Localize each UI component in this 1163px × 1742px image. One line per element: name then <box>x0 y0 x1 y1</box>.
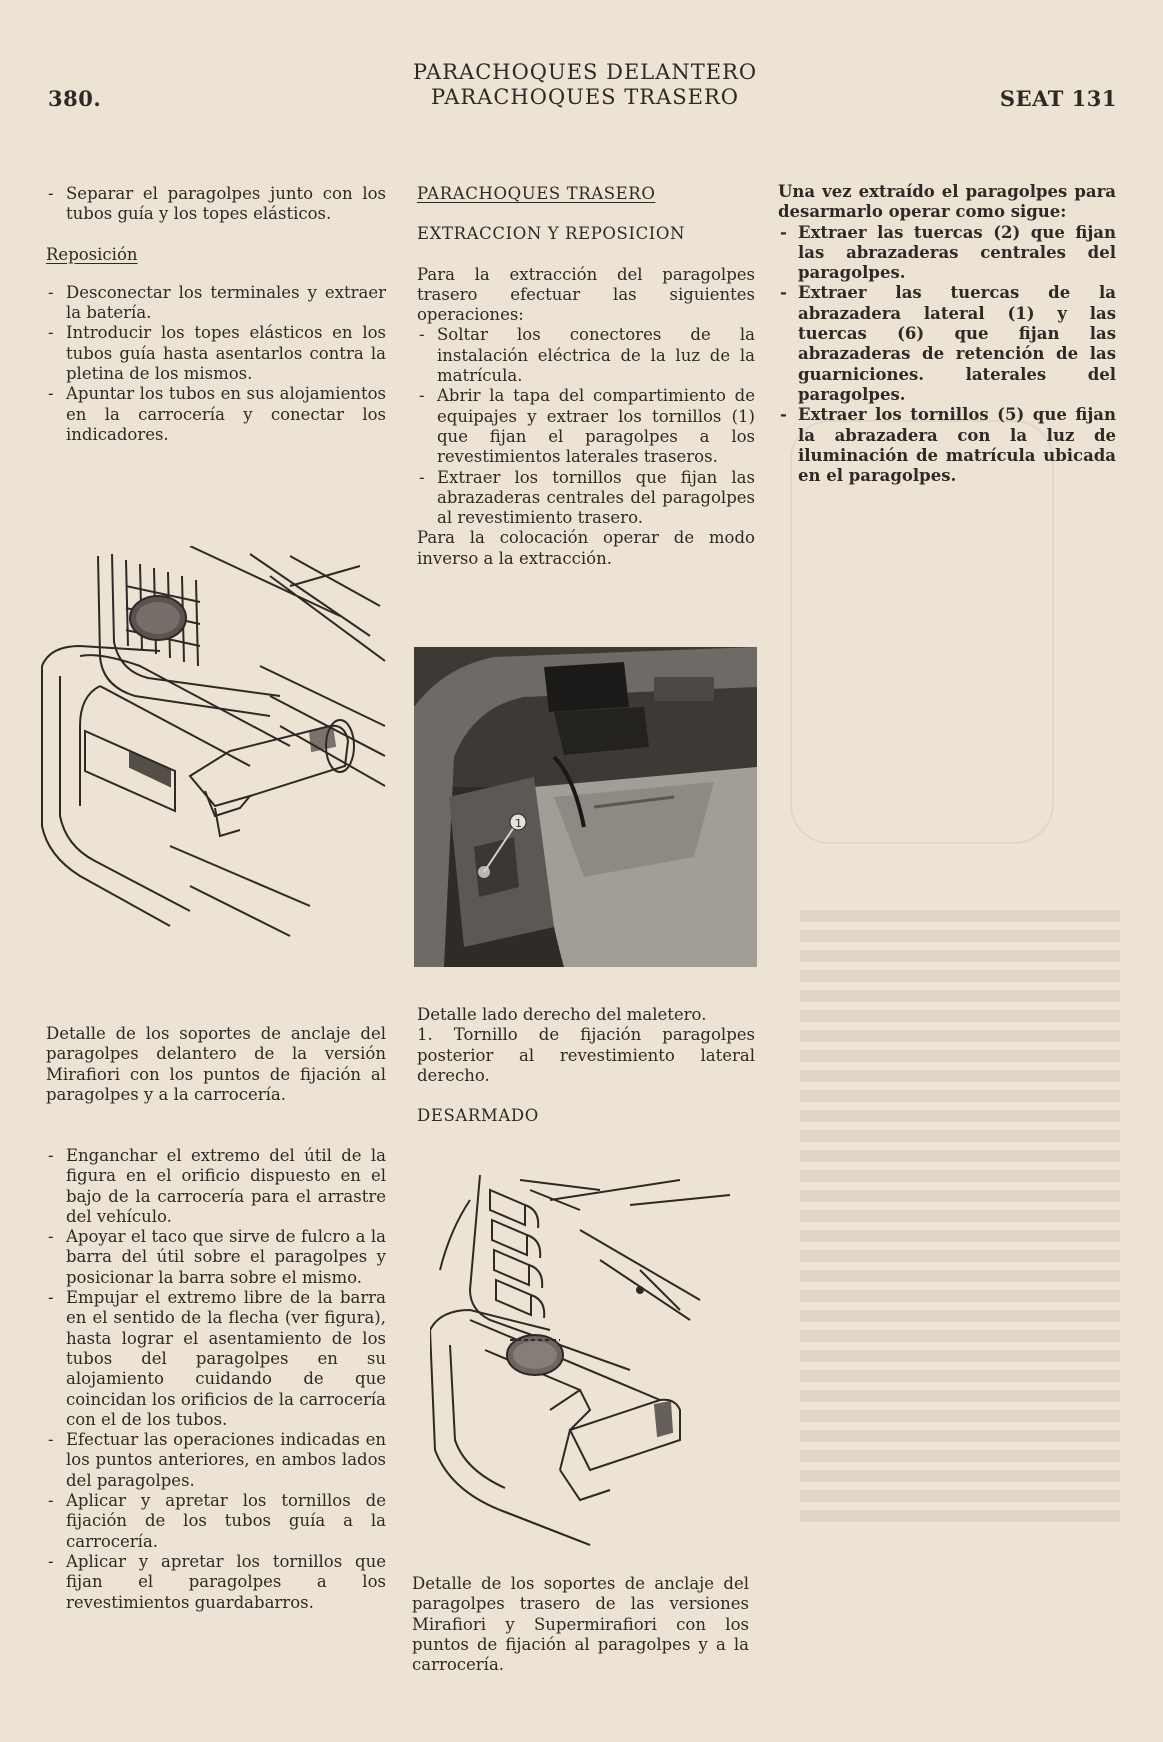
rear-figure-caption: Detalle de los soportes de anclaje del paragolpes trasero de las versiones Mirafiori y Supermirafiori con los puntos de fijación al paragolpes y a la carrocería. <box>412 1574 749 1675</box>
subheading-extraccion: EXTRACCION Y REPOSICION <box>417 224 686 244</box>
list-item: - Soltar los conectores de la instalación eléctrica de la luz de la matrícula. <box>417 325 755 386</box>
column-right <box>778 182 1116 486</box>
list-item: - Extraer las tuercas (2) que fijan las abrazaderas centrales del paragolpes. <box>778 223 1116 284</box>
list-item: - Desconectar los terminales y extraer la batería. <box>46 283 386 324</box>
trunk-photo-svg <box>414 647 757 967</box>
front-bumper-bracket-drawing <box>40 546 390 946</box>
list-item: - Efectuar las operaciones indicadas en los puntos anteriores, en ambos lados del paragolpes. <box>46 1430 386 1491</box>
trunk-detail-photo <box>414 647 757 967</box>
photo-caption: Detalle lado derecho del maletero. <box>417 1005 707 1024</box>
list-item: - Separar el paragolpes junto con los tubos guía y los topes elásticos. <box>46 184 386 225</box>
list-item: - Apoyar el taco que sirve de fulcro a la barra del útil sobre el paragolpes y posicionar la barra sobre el mismo. <box>46 1227 386 1288</box>
section-heading-reposicion: Reposición <box>46 244 138 264</box>
list-item: - Enganchar el extremo del útil de la figura en el orificio dispuesto en el bajo de la carrocería para el arrastre del vehículo. <box>46 1146 386 1227</box>
paragraph-closing: Para la colocación operar de modo inverso a la extracción. <box>417 528 755 568</box>
page-title-line2: PARACHOQUES TRASERO <box>431 85 739 109</box>
column-left-lower <box>46 1146 386 1613</box>
rear-bumper-bracket-drawing <box>430 1170 750 1550</box>
list-item: - Introducir los topes elásticos en los tubos guía hasta asentarlos contra la pletina de los mismos. <box>46 323 386 384</box>
page-title-line1: PARACHOQUES DELANTERO <box>412 60 758 84</box>
front-bumper-drawing-svg <box>40 546 390 946</box>
photo-caption-block <box>417 1005 755 1126</box>
photo-callout-1: 1 <box>515 817 522 830</box>
front-figure-caption: Detalle de los soportes de anclaje del paragolpes delantero de la versión Mirafiori con los puntos de fijación al paragolpes y a la carrocería. <box>46 1024 386 1104</box>
photo-caption-item: 1. Tornillo de fijación paragolpes posterior al revestimiento lateral derecho. <box>417 1025 755 1085</box>
list-item: - Aplicar y apretar los tornillos de fijación de los tubos guía a la carrocería. <box>46 1491 386 1552</box>
page-title <box>380 60 790 110</box>
list-item: - Extraer los tornillos que fijan las abrazaderas centrales del paragolpes al revestimiento trasero. <box>417 468 755 529</box>
list-item: - Abrir la tapa del compartimiento de equipajes y extraer los tornillos (1) que fijan el paragolpes a los revestimientos laterales traseros. <box>417 386 755 467</box>
column-middle <box>417 184 755 569</box>
list-item: - Empujar el extremo libre de la barra en el sentido de la flecha (ver figura), hasta lograr el asentamiento de los tubos del paragolpes en su alojamiento cuidando de que coincidan los orificios de la carrocería con el de los tubos. <box>46 1288 386 1430</box>
subheading-desarmado: DESARMADO <box>417 1106 539 1126</box>
paragraph-intro: Una vez extraído el paragolpes para desarmarlo operar como sigue: <box>778 182 1116 222</box>
section-heading-parachoques-trasero: PARACHOQUES TRASERO <box>417 184 656 203</box>
rear-bumper-drawing-svg <box>430 1170 750 1550</box>
list-item: - Aplicar y apretar los tornillos que fijan el paragolpes a los revestimientos guardabarros. <box>46 1552 386 1613</box>
show-through-text <box>800 910 1120 1530</box>
list-item: - Extraer los tornillos (5) que fijan la abrazadera con la luz de iluminación de matrícula ubicada en el paragolpes. <box>778 405 1116 486</box>
column-left <box>46 184 386 445</box>
paragraph-intro: Para la extracción del paragolpes trasero efectuar las siguientes operaciones: <box>417 264 755 325</box>
list-item: - Extraer las tuercas de la abrazadera lateral (1) y las tuercas (6) que fijan las abrazaderas de retención de las guarniciones. laterales del paragolpes. <box>778 283 1116 405</box>
list-item: - Apuntar los tubos en sus alojamientos en la carrocería y conectar los indicadores. <box>46 384 386 445</box>
page-number: 380. <box>48 86 102 111</box>
brand-label: SEAT 131 <box>999 86 1117 111</box>
